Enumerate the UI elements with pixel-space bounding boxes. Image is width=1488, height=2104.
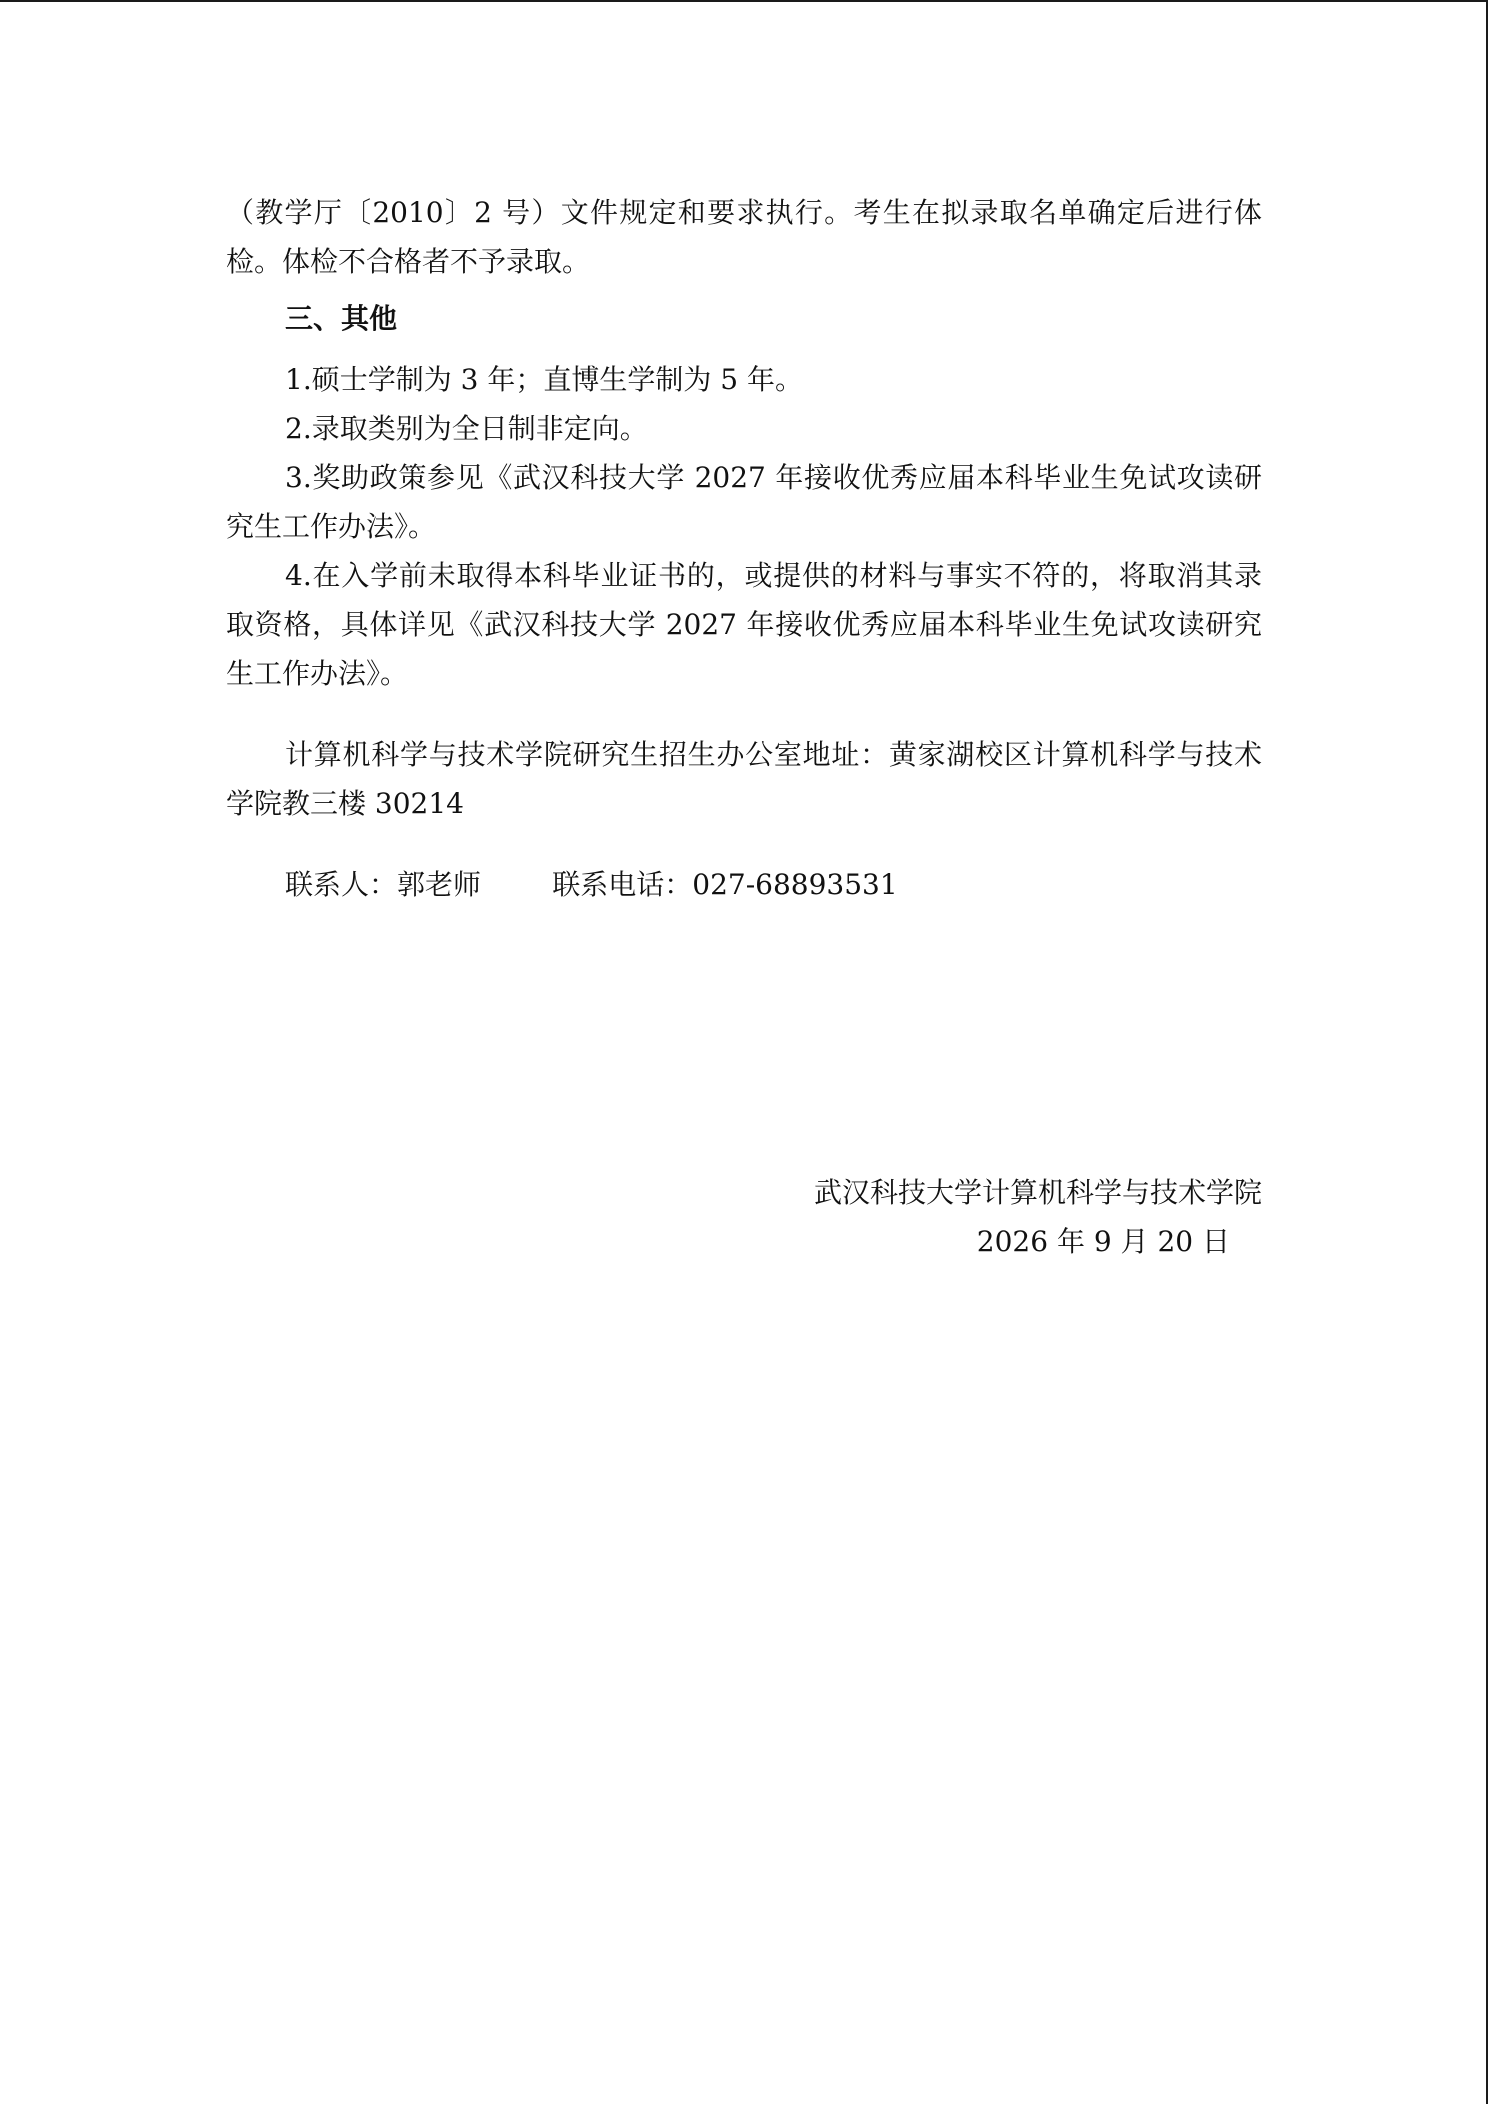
contact-person-name: 郭老师	[397, 868, 482, 901]
contact-line	[226, 860, 1262, 909]
document-body	[226, 188, 1262, 909]
list-item-4: 4.在入学前未取得本科毕业证书的，或提供的材料与事实不符的，将取消其录取资格，具体详见《武汉科技大学 2027 年接收优秀应届本科毕业生免试攻读研究生工作办法》。	[226, 559, 1262, 690]
intro-paragraph: （教学厅〔2010〕2 号）文件规定和要求执行。考生在拟录取名单确定后进行体检。体检不合格者不予录取。	[226, 196, 1262, 278]
spacer	[226, 828, 1262, 860]
office-address: 计算机科学与技术学院研究生招生办公室地址：黄家湖校区计算机科学与技术学院教三楼 30214	[226, 738, 1262, 820]
contact-phone-number: 027-68893531	[692, 868, 898, 901]
list-item-2: 2.录取类别为全日制非定向。	[285, 412, 648, 445]
section-heading-other: 三、其他	[285, 302, 398, 335]
list-item-3: 3.奖助政策参见《武汉科技大学 2027 年接收优秀应届本科毕业生免试攻读研究生工作办法》。	[226, 461, 1262, 543]
contact-phone-label: 联系电话：	[552, 868, 693, 901]
page-top-edge	[0, 0, 1488, 2]
list-item-1: 1.硕士学制为 3 年；直博生学制为 5 年。	[285, 363, 803, 396]
contact-spacer	[481, 868, 552, 901]
spacer	[226, 698, 1262, 730]
signature-date: 2026 年 9 月 20 日	[976, 1225, 1230, 1258]
signature-organization: 武汉科技大学计算机科学与技术学院	[813, 1176, 1262, 1209]
signature-block	[814, 1168, 1262, 1266]
contact-person-label: 联系人：	[285, 868, 398, 901]
